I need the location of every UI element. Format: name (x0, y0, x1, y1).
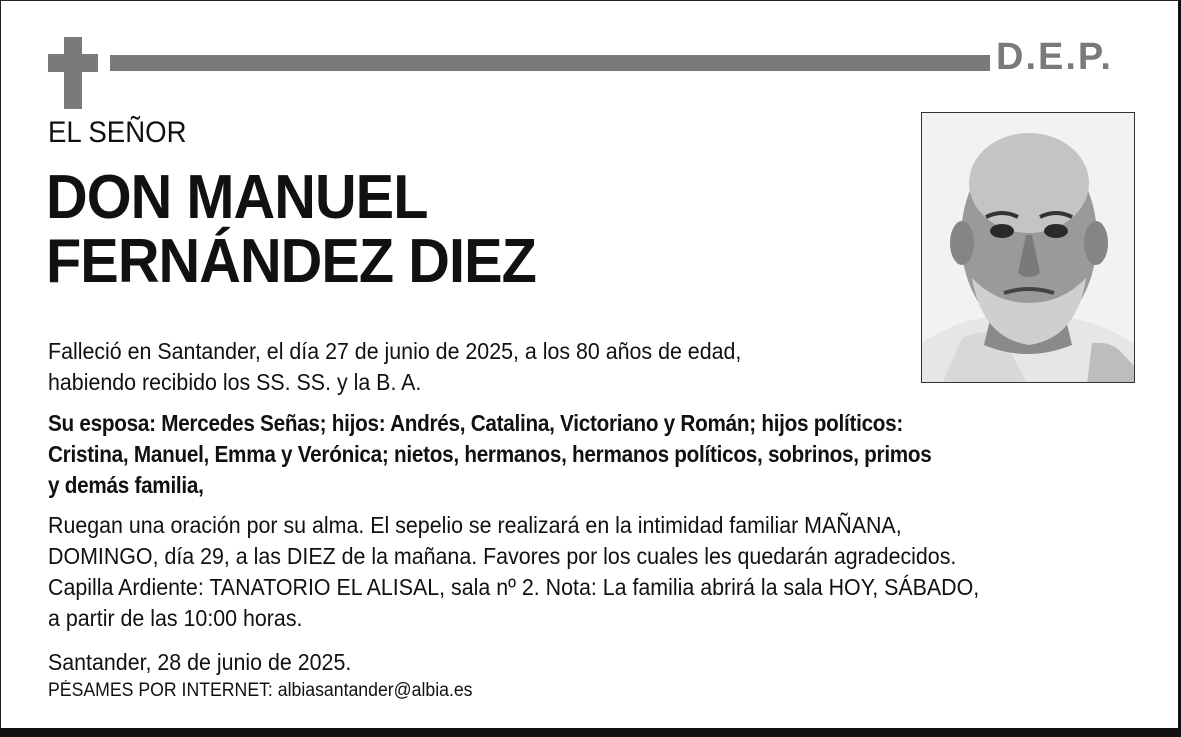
header-rule (110, 55, 990, 71)
deceased-name (46, 163, 536, 296)
condolences-contact: PÉSAMES POR INTERNET: albiasantander@albia.es (48, 680, 473, 701)
dep-label: D.E.P. (996, 36, 1113, 78)
cross-icon (64, 37, 82, 109)
title-prefix: EL SEÑOR (48, 116, 187, 149)
family-line: Cristina, Manuel, Emma y Verónica; nietos, hermanos, hermanos políticos, sobrinos, primos (48, 441, 932, 467)
family-line: y demás familia, (48, 472, 204, 498)
portrait-photo (921, 112, 1135, 383)
service-line: Capilla Ardiente: TANATORIO EL ALISAL, sala nº 2. Nota: La familia abrirá la sala HOY, SÁBADO, (48, 574, 980, 600)
name-line-1: DON MANUEL (46, 163, 428, 232)
cross-icon-arm (48, 54, 98, 72)
death-notice-line: habiendo recibido los SS. SS. y la B. A. (48, 369, 422, 395)
name-line-2: FERNÁNDEZ DIEZ (46, 227, 536, 296)
service-details (48, 510, 979, 634)
family-line: Su esposa: Mercedes Señas; hijos: Andrés, Catalina, Victoriano y Román; hijos políticos: (48, 410, 904, 436)
family-list (48, 408, 932, 501)
notice-date: Santander, 28 de junio de 2025. (48, 649, 352, 675)
death-notice-line: Falleció en Santander, el día 27 de junio de 2025, a los 80 años de edad, (48, 338, 742, 364)
death-notice (48, 336, 741, 398)
service-line: DOMINGO, día 29, a las DIEZ de la mañana. Favores por los cuales les quedarán agradecidos. (48, 543, 957, 569)
service-line: Ruegan una oración por su alma. El sepelio se realizará en la intimidad familiar MAÑANA, (48, 512, 902, 538)
border-shadow-bottom (0, 728, 1181, 737)
portrait-image (922, 113, 1135, 383)
service-line: a partir de las 10:00 horas. (48, 605, 303, 631)
